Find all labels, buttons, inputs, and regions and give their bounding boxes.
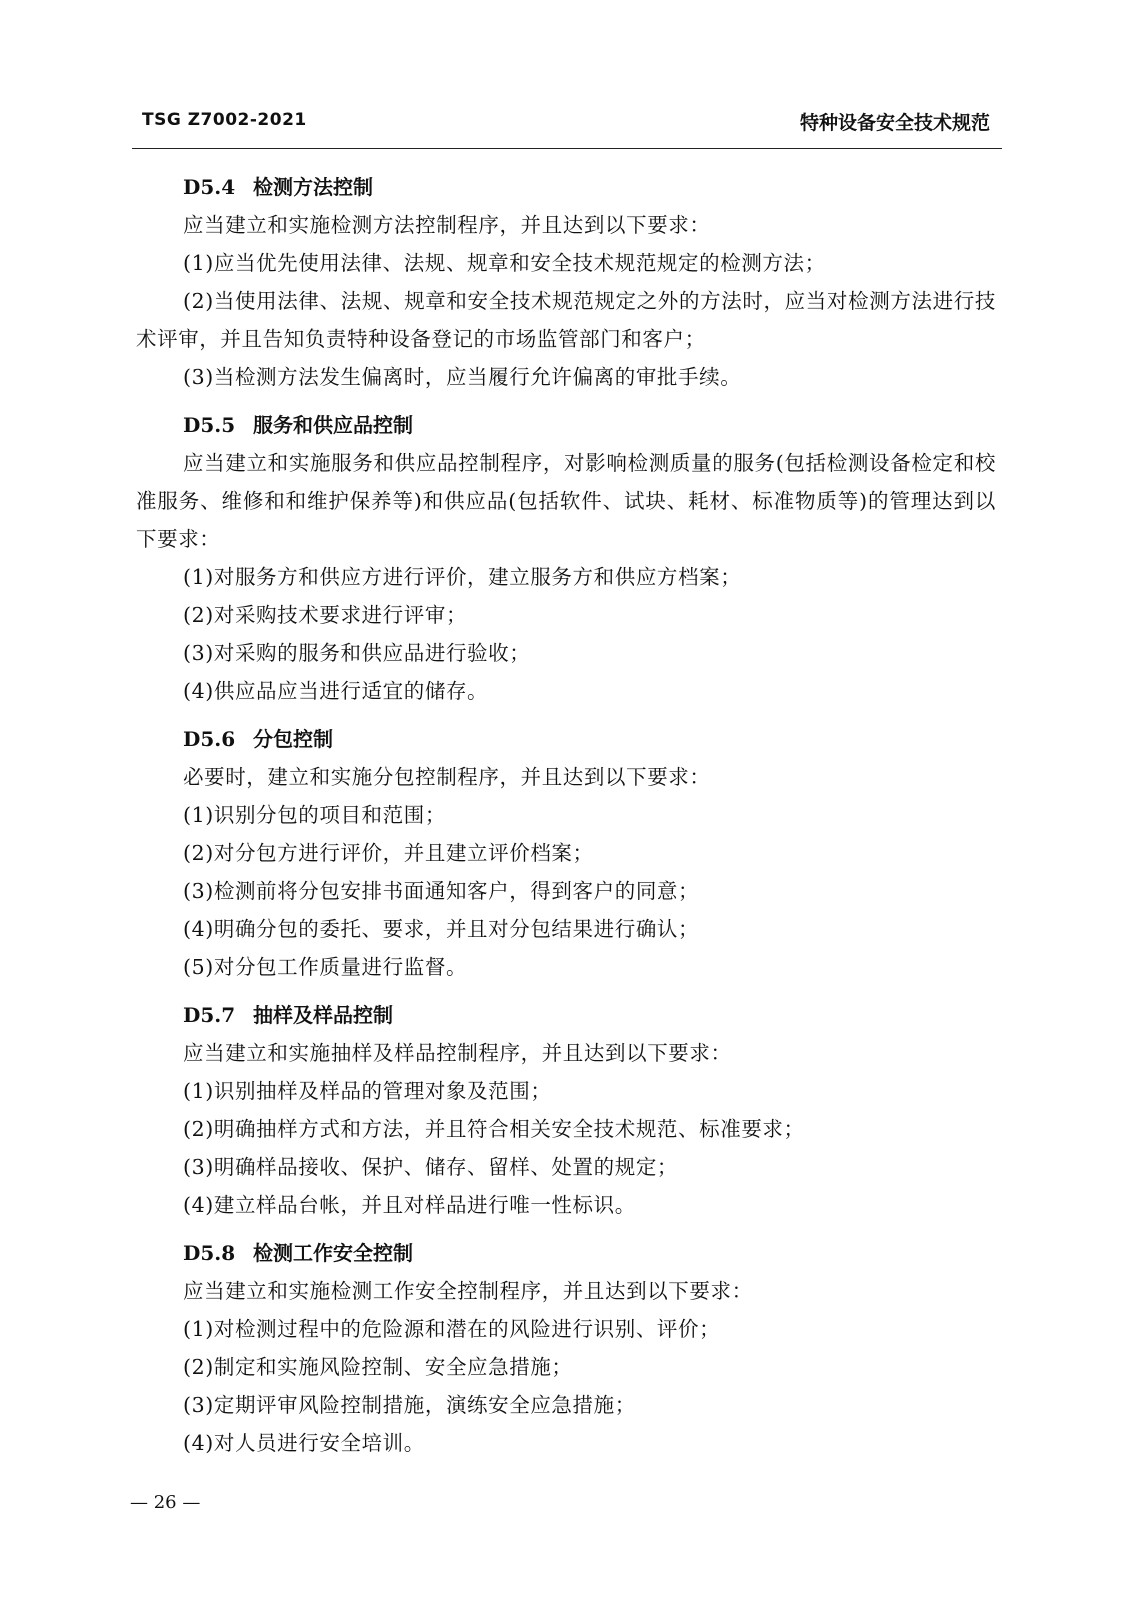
paragraph: 应当建立和实施服务和供应品控制程序，对影响检测质量的服务(包括检测设备检定和校准服务、维修和和维护保养等)和供应品(包括软件、试块、耗材、标准物质等)的管理达到以下要求：	[136, 451, 996, 551]
list-item: (3)检测前将分包安排书面通知客户，得到客户的同意；	[183, 879, 700, 903]
section-title: 检测方法控制	[253, 175, 373, 199]
standard-code: TSG Z7002-2021	[142, 110, 307, 130]
list-item: (3)当检测方法发生偏离时，应当履行允许偏离的审批手续。	[183, 365, 742, 389]
section-number: D5.7	[183, 1003, 236, 1027]
page-number: — 26 —	[130, 1492, 201, 1513]
section-heading	[136, 1234, 996, 1272]
list-item: (2)明确抽样方式和方法，并且符合相关安全技术规范、标准要求；	[183, 1117, 805, 1141]
list-item: (4)建立样品台帐，并且对样品进行唯一性标识。	[183, 1193, 636, 1217]
list-item: (3)定期评审风险控制措施，演练安全应急措施；	[183, 1393, 636, 1417]
section-title: 分包控制	[253, 727, 333, 751]
list-item: (5)对分包工作质量进行监督。	[183, 955, 468, 979]
list-item: (2)制定和实施风险控制、安全应急措施；	[183, 1355, 573, 1379]
section-number: D5.5	[183, 413, 236, 437]
section-heading	[136, 168, 996, 206]
header-title: 特种设备安全技术规范	[799, 112, 990, 134]
list-item: (2)当使用法律、法规、规章和安全技术规范规定之外的方法时，应当对检测方法进行技术评审，并且告知负责特种设备登记的市场监管部门和客户；	[136, 289, 996, 351]
section-d5-6	[136, 720, 996, 986]
section-d5-7	[136, 996, 996, 1224]
list-item: (1)对检测过程中的危险源和潜在的风险进行识别、评价；	[183, 1317, 721, 1341]
list-item: (1)识别分包的项目和范围；	[183, 803, 446, 827]
paragraph: 应当建立和实施检测方法控制程序，并且达到以下要求：	[183, 213, 711, 237]
page-header	[132, 100, 1002, 149]
section-number: D5.4	[183, 175, 236, 199]
paragraph: 应当建立和实施抽样及样品控制程序，并且达到以下要求：	[183, 1041, 732, 1065]
section-heading	[136, 406, 996, 444]
section-number: D5.8	[183, 1241, 236, 1265]
section-title: 检测工作安全控制	[253, 1241, 413, 1265]
list-item: (1)应当优先使用法律、法规、规章和安全技术规范规定的检测方法；	[183, 251, 826, 275]
section-heading	[136, 996, 996, 1034]
list-item: (4)明确分包的委托、要求，并且对分包结果进行确认；	[183, 917, 700, 941]
list-item: (1)识别抽样及样品的管理对象及范围；	[183, 1079, 552, 1103]
section-number: D5.6	[183, 727, 236, 751]
section-heading	[136, 720, 996, 758]
section-title: 抽样及样品控制	[253, 1003, 393, 1027]
list-item: (3)对采购的服务和供应品进行验收；	[183, 641, 531, 665]
list-item: (3)明确样品接收、保护、储存、留样、处置的规定；	[183, 1155, 679, 1179]
list-item: (4)供应品应当进行适宜的储存。	[183, 679, 489, 703]
list-item: (1)对服务方和供应方进行评价，建立服务方和供应方档案；	[183, 565, 742, 589]
list-item: (4)对人员进行安全培训。	[183, 1431, 425, 1455]
list-item: (2)对采购技术要求进行评审；	[183, 603, 468, 627]
section-d5-8	[136, 1234, 996, 1462]
paragraph: 应当建立和实施检测工作安全控制程序，并且达到以下要求：	[183, 1279, 753, 1303]
section-d5-4	[136, 168, 996, 396]
list-item: (2)对分包方进行评价，并且建立评价档案；	[183, 841, 594, 865]
paragraph: 必要时，建立和实施分包控制程序，并且达到以下要求：	[183, 765, 711, 789]
section-d5-5	[136, 406, 996, 710]
section-title: 服务和供应品控制	[253, 413, 413, 437]
page-content	[136, 168, 996, 1462]
